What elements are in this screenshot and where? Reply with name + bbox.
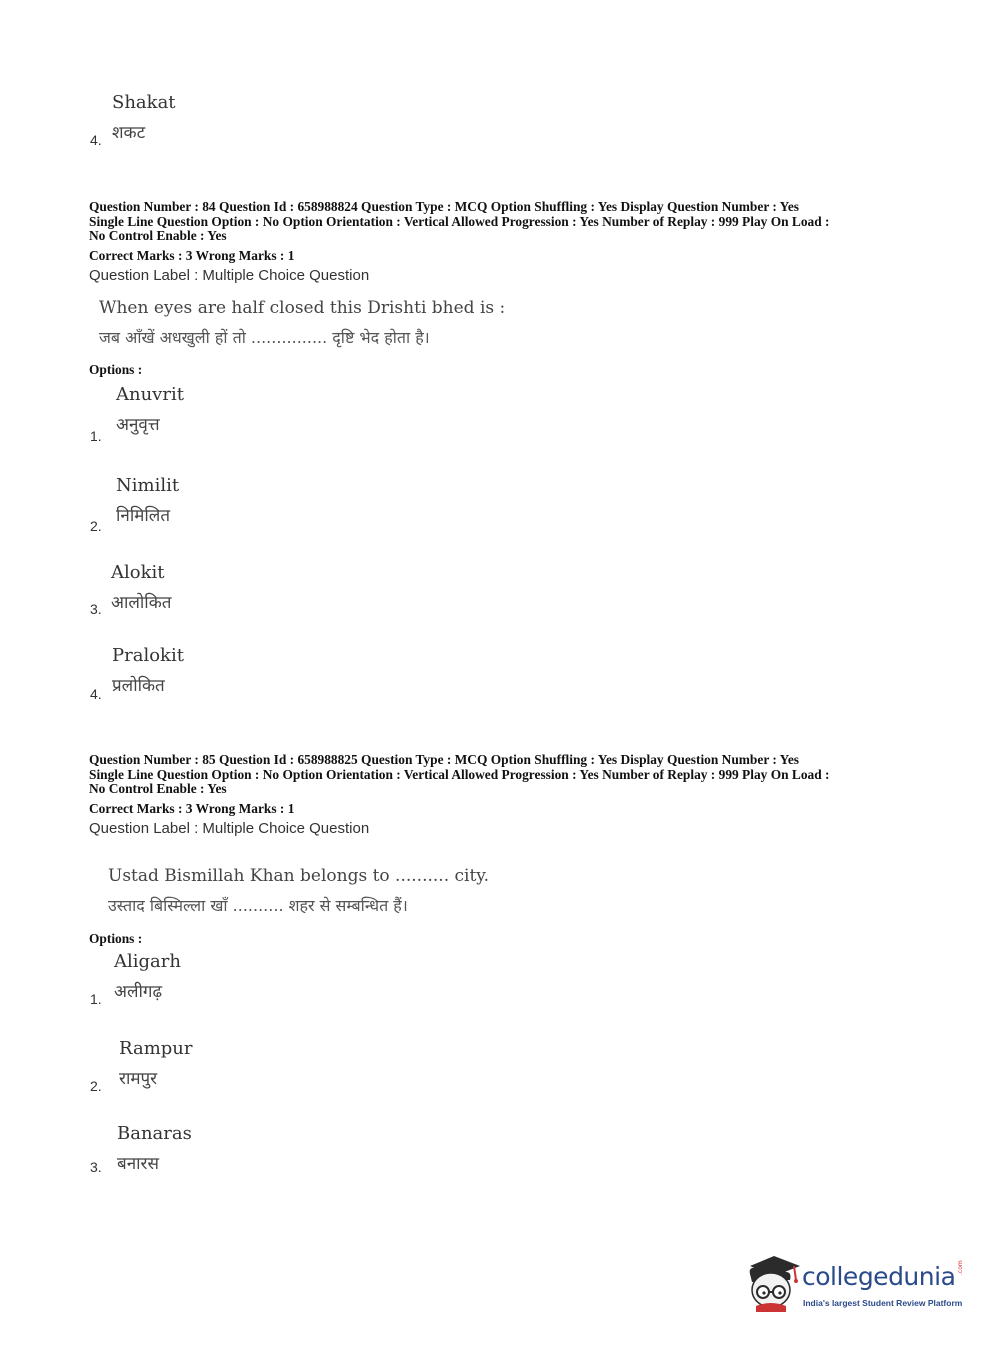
option-number: 4.	[90, 132, 102, 148]
option-hindi: अलीगढ़	[114, 982, 163, 1002]
option-number: 4.	[90, 686, 102, 702]
option-english: Rampur	[119, 1038, 193, 1059]
question-label: Question Label : Multiple Choice Question	[89, 820, 370, 837]
option-english: Aligarh	[114, 951, 181, 972]
option-english: Pralokit	[112, 645, 184, 666]
option-number: 3.	[90, 601, 102, 617]
option-hindi: प्रलोकित	[112, 676, 165, 696]
option-number: 2.	[90, 1078, 102, 1094]
option-english: Anuvrit	[116, 384, 184, 405]
option-number: 1.	[90, 991, 102, 1007]
marks-info: Correct Marks : 3 Wrong Marks : 1	[89, 801, 295, 816]
meta-line-3: No Control Enable : Yes	[89, 781, 227, 796]
brand-name: collegedunia	[802, 1262, 956, 1291]
question-text-hindi: जब आँखें अधखुली हों तो ............... दृष्टि भेद होता है।	[99, 328, 430, 347]
meta-line-2: Single Line Question Option : No Option Orientation : Vertical Allowed Progression : Yes Number of Replay : 999 Play On Load :	[89, 766, 830, 782]
meta-line-1: Question Number : 85 Question Id : 658988825 Question Type : MCQ Option Shuffling : Yes Display Question Number : Yes	[89, 752, 800, 767]
option-hindi: शकट	[112, 123, 146, 143]
student-mascot-icon	[742, 1250, 802, 1312]
question-label: Question Label : Multiple Choice Question	[89, 267, 370, 284]
marks-info: Correct Marks : 3 Wrong Marks : 1	[89, 248, 295, 263]
meta-line-1: Question Number : 84 Question Id : 658988824 Question Type : MCQ Option Shuffling : Yes Display Question Number : Yes	[89, 199, 800, 214]
option-hindi: अनुवृत्त	[116, 415, 160, 435]
question-text-hindi: उस्ताद बिस्मिल्ला खाँ .......... शहर से सम्बन्धित हैं।	[108, 896, 408, 915]
option-number: 3.	[90, 1159, 102, 1175]
option-hindi: आलोकित	[111, 593, 172, 613]
option-hindi: निमिलित	[116, 506, 171, 526]
brand-suffix: .com	[957, 1260, 964, 1275]
collegedunia-logo[interactable]	[742, 1250, 972, 1320]
option-english: Alokit	[111, 562, 165, 583]
option-hindi: बनारस	[117, 1154, 159, 1174]
question-meta	[89, 200, 829, 244]
options-heading: Options :	[89, 362, 143, 377]
option-english: Banaras	[117, 1123, 192, 1144]
meta-line-2: Single Line Question Option : No Option Orientation : Vertical Allowed Progression : Yes Number of Replay : 999 Play On Load :	[89, 213, 830, 229]
question-text-english: When eyes are half closed this Drishti bhed is :	[99, 298, 506, 318]
option-hindi: रामपुर	[119, 1069, 158, 1089]
question-meta	[89, 753, 829, 797]
option-english: Nimilit	[116, 475, 180, 496]
question-text-english: Ustad Bismillah Khan belongs to .......... city.	[108, 866, 490, 886]
option-english: Shakat	[112, 92, 176, 113]
option-number: 2.	[90, 518, 102, 534]
meta-line-3: No Control Enable : Yes	[89, 228, 227, 243]
option-number: 1.	[90, 428, 102, 444]
brand-tagline: India's largest Student Review Platform	[803, 1298, 963, 1308]
options-heading: Options :	[89, 931, 143, 946]
